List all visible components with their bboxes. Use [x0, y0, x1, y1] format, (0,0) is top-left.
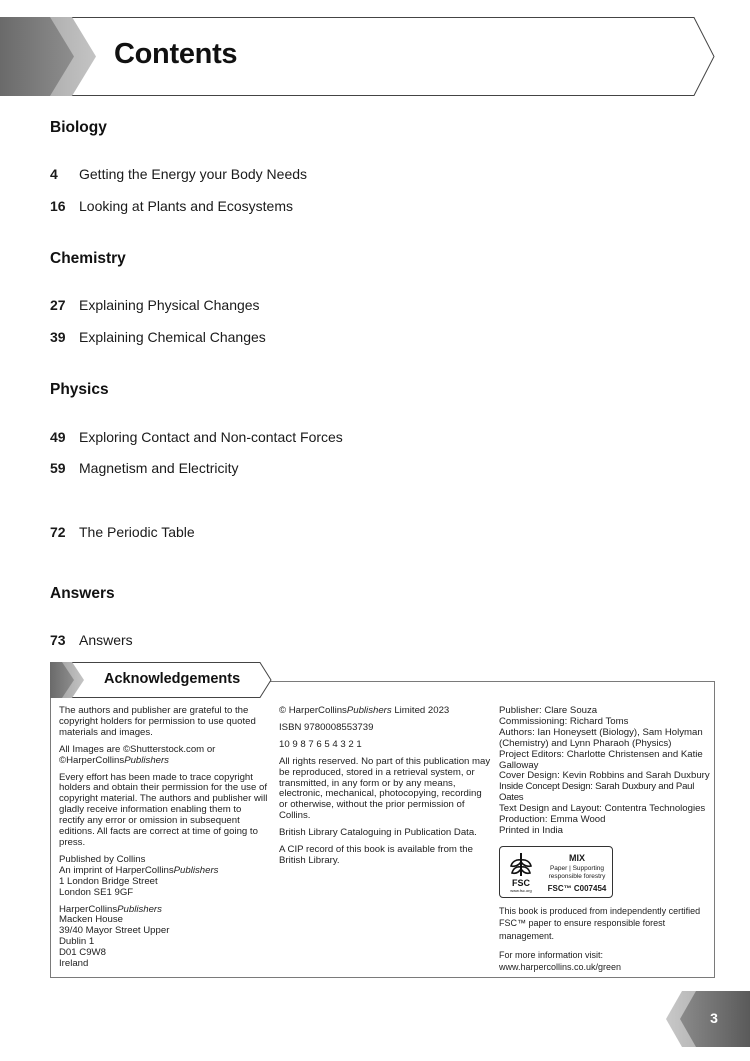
acknowledgements-column-2: [279, 706, 491, 873]
copyright-line: [279, 706, 491, 717]
toc-entry-title: Looking at Plants and Ecosystems: [79, 198, 294, 214]
hc-name-italic: Publishers: [117, 903, 162, 915]
acknowledgements-title: Acknowledgements: [104, 671, 241, 687]
toc-page-number: 73: [50, 632, 66, 648]
toc-page-number: 49: [50, 429, 66, 445]
more-info-label: For more information visit:: [499, 950, 604, 960]
address-line: London SE1 9GF: [59, 886, 134, 898]
toc-entry[interactable]: [50, 429, 343, 445]
toc-entry-title: Exploring Contact and Non-contact Forces: [79, 429, 343, 445]
toc-entry[interactable]: [50, 297, 260, 313]
images-credit-line: All Images are ©Shutterstock.com or: [59, 743, 216, 755]
page-number: 3: [710, 1010, 718, 1026]
images-credit-line: ©HarperCollins: [59, 754, 125, 766]
copyright-prefix: © HarperCollins: [279, 705, 347, 716]
toc-entry[interactable]: [50, 198, 293, 214]
cip-line: A CIP record of this book is available from the British Library.: [279, 844, 473, 866]
toc-entry-title: Explaining Chemical Changes: [79, 329, 266, 345]
address-line: 1 London Bridge Street: [59, 875, 158, 887]
toc-page-number: 39: [50, 329, 66, 345]
address-line: Ireland: [59, 958, 89, 970]
fsc-note: This book is produced from independently certified FSC™ paper to ensure responsible forest management.: [499, 906, 701, 941]
acknowledgements-column-3: [499, 706, 714, 837]
address-line: Macken House: [59, 914, 123, 926]
thanks-text: The authors and publisher are grateful to the copyright holders for permission to use quoted materials and images.: [59, 705, 256, 738]
page-title: Contents: [114, 38, 238, 70]
toc-page-number: 27: [50, 297, 66, 313]
toc-entry[interactable]: [50, 632, 133, 648]
imprint: An imprint of HarperCollins: [59, 864, 174, 876]
toc-entry-title: The Periodic Table: [79, 524, 195, 540]
fsc-mix-label: MIX: [568, 853, 585, 863]
contents-banner: [0, 17, 716, 97]
copyright-effort-text: Every effort has been made to trace copyright holders and obtain their permission for the use of copyright material. The authors and publisher will gladly receive information enabling them to rectify any error or omission in subsequent editions. All facts are correct at time of going to press.: [59, 771, 268, 848]
credit-line: Production: Emma Wood: [499, 814, 606, 826]
fsc-code: FSC™ C007454: [547, 884, 607, 893]
images-credit-italic: Publishers: [124, 754, 169, 766]
fsc-logo-text: FSC: [512, 878, 530, 888]
fsc-tree-icon: [504, 850, 538, 894]
published-by: Published by Collins: [59, 853, 146, 865]
address-line: D01 C9W8: [59, 947, 106, 959]
acknowledgements-column-1: [59, 706, 269, 976]
address-line: Dublin 1: [59, 936, 95, 948]
section-heading-physics: Physics: [50, 381, 109, 398]
credit-line: Text Design and Layout: Contentra Technologies: [499, 803, 706, 815]
copyright-italic: Publishers: [346, 705, 392, 716]
credit-line: Project Editors: Charlotte Christensen and Katie Galloway: [499, 748, 703, 771]
toc-entry[interactable]: [50, 460, 239, 476]
toc-page-number: 59: [50, 460, 66, 476]
address-line: 39/40 Mayor Street Upper: [59, 925, 170, 937]
credit-line: Commissioning: Richard Toms: [499, 715, 629, 727]
rights-text: All rights reserved. No part of this publication may be reproduced, stored in a retrieval system, or transmitted, in any form or by any means, electronic, mechanical, photocopying, recording or otherwise, without the prior permission of Collins.: [279, 755, 491, 822]
imprint-italic: Publishers: [173, 864, 219, 876]
toc-entry-title: Getting the Energy your Body Needs: [79, 166, 308, 182]
toc-entry[interactable]: [50, 329, 266, 345]
cip-line: British Library Cataloguing in Publication Data.: [279, 827, 477, 839]
toc-page-number: 4: [50, 166, 58, 182]
fsc-description: Paper | Supporting responsible forestry: [548, 865, 606, 880]
isbn: ISBN 9780008553739: [279, 721, 374, 733]
section-heading-biology: Biology: [50, 119, 107, 136]
print-line: 10 9 8 7 6 5 4 3 2 1: [279, 738, 362, 750]
toc-entry-title: Explaining Physical Changes: [79, 297, 260, 313]
credit-line: Printed in India: [499, 824, 563, 836]
copyright-suffix: Limited 2023: [391, 705, 450, 716]
toc-page-number: 72: [50, 524, 66, 540]
toc-entry-title: Answers: [79, 632, 133, 648]
fsc-logo-url: www.fsc.org: [510, 888, 532, 893]
hc-name: HarperCollins: [59, 903, 118, 915]
images-credit: [59, 745, 269, 767]
publisher-address: [59, 855, 269, 899]
toc-entry[interactable]: [50, 524, 195, 540]
credit-line: Authors: Ian Honeysett (Biology), Sam Holyman (Chemistry) and Lynn Pharaoh (Physics): [499, 726, 703, 749]
toc-entry-title: Magnetism and Electricity: [79, 460, 239, 476]
ireland-address: [59, 905, 269, 970]
more-info-link[interactable]: www.harpercollins.co.uk/green: [499, 962, 622, 972]
toc-entry[interactable]: [50, 166, 307, 182]
credit-line: Cover Design: Kevin Robbins and Sarah Duxbury: [499, 770, 710, 782]
section-heading-chemistry: Chemistry: [50, 250, 126, 267]
toc-page-number: 16: [50, 198, 66, 214]
credit-line: Inside Concept Design: Sarah Duxbury and Paul Oates: [499, 781, 695, 804]
fsc-more-info: [499, 949, 709, 973]
section-heading-answers: Answers: [50, 585, 115, 602]
credit-line: Publisher: Clare Souza: [499, 705, 598, 716]
